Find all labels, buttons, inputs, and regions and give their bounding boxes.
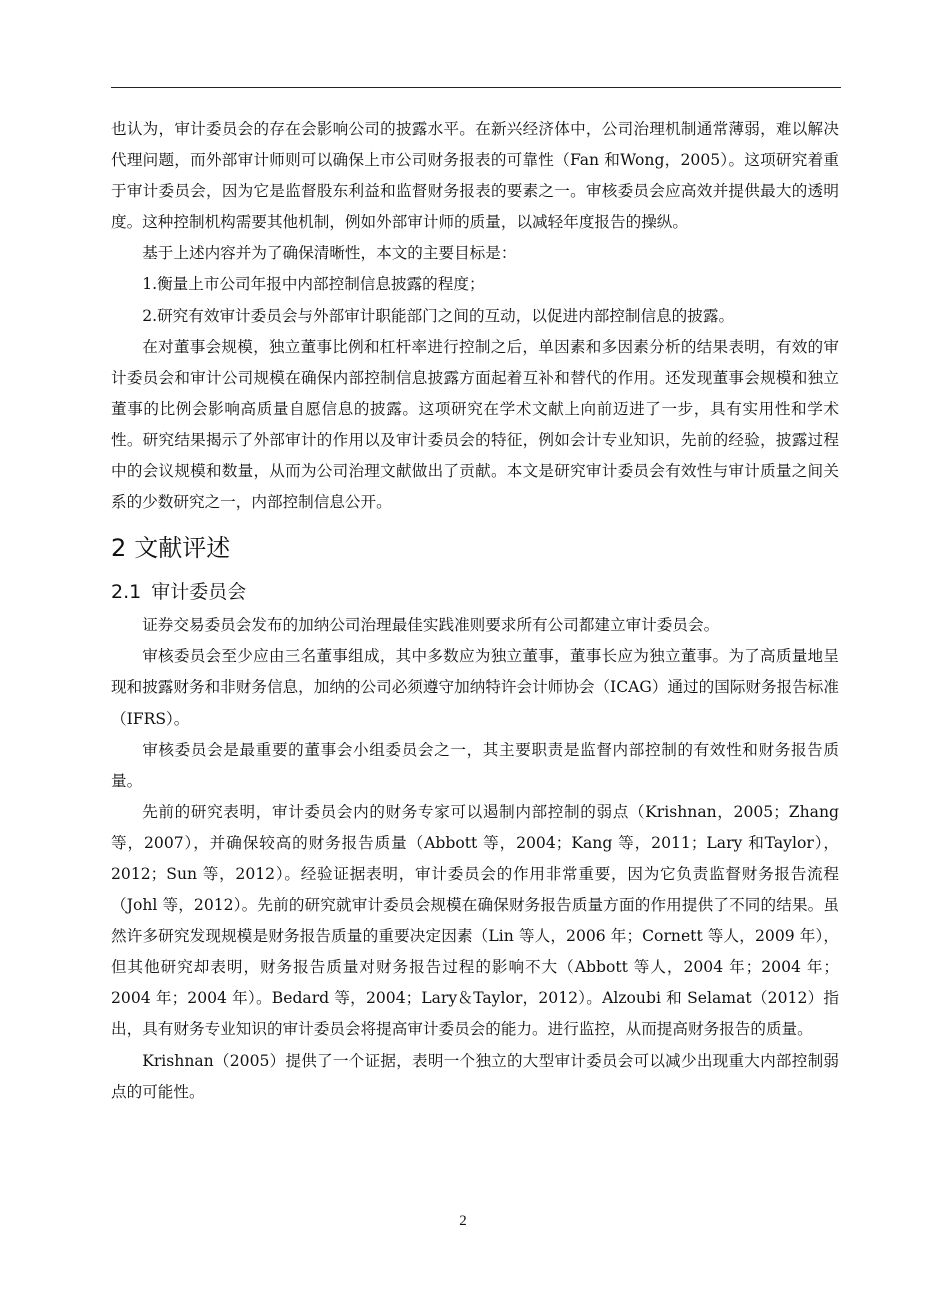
- section-number: 2: [111, 534, 127, 563]
- paragraph: 证券交易委员会发布的加纳公司治理最佳实践准则要求所有公司都建立审计委员会。: [142, 616, 720, 635]
- paragraph: 在对董事会规模，独立董事比例和杠杆率进行控制之后，单因素和多因素分析的结果表明，有效的审计委员会和审计公司规模在确保内部控制信息披露方面起着互补和替代的作用。还发现董事会规模和独立董事的比例会影响高质量自愿信息的披露。这项研究在学术文献上向前迈进了一步，具有实用性和学术性。研究结果揭示了外部审计的作用以及审计委员会的特征，例如会计专业知识，先前的经验，披露过程中的会议规模和数量，从而为公司治理文献做出了贡献。本文是研究审计委员会有效性与审计质量之间关系的少数研究之一，内部控制信息公开。: [111, 337, 839, 512]
- paragraph: 审核委员会至少应由三名董事组成，其中多数应为独立董事，董事长应为独立董事。为了高质量地呈现和披露财务和非财务信息，加纳的公司必须遵守加纳特许会计师协会（ICAG）通过的国际财务报告标准（IFRS）。: [111, 647, 839, 728]
- paragraph: Krishnan（2005）提供了一个证据，表明一个独立的大型审计委员会可以减少出现重大内部控制弱点的可能性。: [111, 1051, 839, 1101]
- page-number: 2: [459, 1213, 467, 1229]
- paragraph: 基于上述内容并为了确保清晰性，本文的主要目标是：: [142, 244, 517, 263]
- paragraph: 先前的研究表明，审计委员会内的财务专家可以遏制内部控制的弱点（Krishnan，2005；Zhang 等，2007），并确保较高的财务报告质量（Abbott 等，2004；Kang 等，2011；Lary 和Taylor），2012；Sun 等，2012）。经验证据表明，审计委员会的作用非常重要，因为它负责监督财务报告流程（Johl 等，2012）。先前的研究就审计委员会规模在确保财务报告质量方面的作用提供了不同的结果。虽然许多研究发现规模是财务报告质量的重要决定因素（Lin 等人，2006 年；Cornett 等人，2009 年），但其他研究却表明，财务报告质量对财务报告过程的影响不大（Abbott 等人，2004 年；2004 年；2004 年；2004 年）。Bedard 等，2004；Lary＆Taylor，2012）。Alzoubi 和 Selamat（2012）指出，具有财务专业知识的审计委员会将提高审计委员会的能力。进行监控，从而提高财务报告的质量。: [111, 802, 839, 1039]
- page-body: [111, 114, 839, 1108]
- paragraph: 也认为，审计委员会的存在会影响公司的披露水平。在新兴经济体中，公司治理机制通常薄弱，难以解决代理问题，而外部审计师则可以确保上市公司财务报表的可靠性（Fan 和Wong，2005）。这项研究着重于审计委员会，因为它是监督股东利益和监督财务报表的要素之一。审核委员会应高效并提供最大的透明度。这种控制机构需要其他机制，例如外部审计师的质量，以减轻年度报告的操纵。: [111, 120, 839, 232]
- subsection-number: 2.1: [111, 581, 142, 604]
- list-item: 1.衡量上市公司年报中内部控制信息披露的程度；: [142, 275, 485, 294]
- paragraph: 审核委员会是最重要的董事会小组委员会之一，其主要职责是监督内部控制的有效性和财务报告质量。: [111, 740, 839, 790]
- subsection-heading: [111, 574, 839, 610]
- section-title: 文献评述: [134, 534, 231, 563]
- list-item: 2.研究有效审计委员会与外部审计职能部门之间的互动，以促进内部控制信息的披露。: [142, 306, 735, 325]
- header-rule: [111, 87, 841, 88]
- section-heading: [111, 526, 839, 570]
- subsection-title: 审计委员会: [151, 581, 247, 604]
